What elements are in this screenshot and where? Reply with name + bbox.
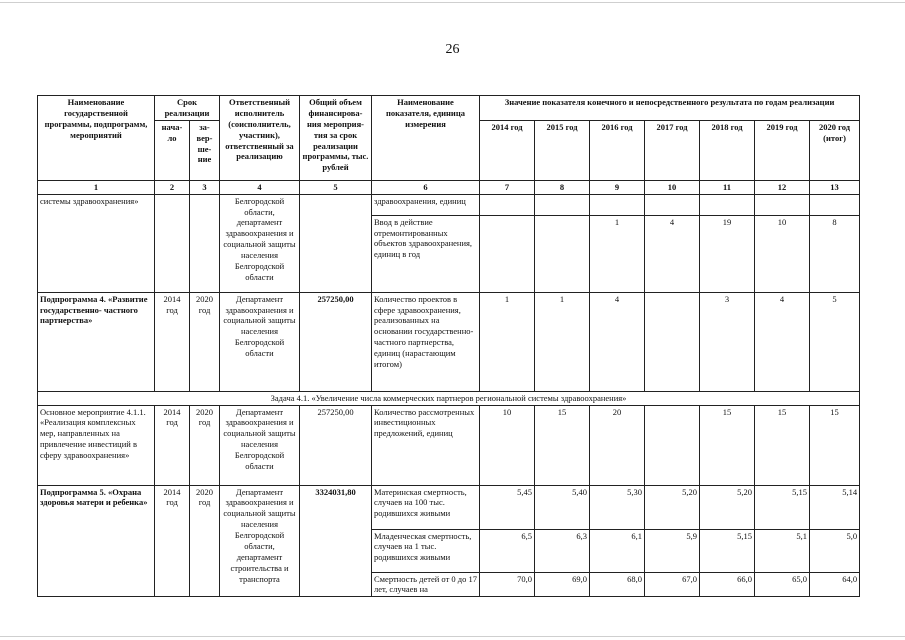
task-title: Задача 4.1. «Увеличение числа коммерческих партнеров региональной системы здравоохранения» xyxy=(38,391,860,405)
indicator-table xyxy=(37,95,860,597)
value-cell: 68,0 xyxy=(590,572,645,597)
row-name: Подпрограмма 4. «Развитие государственно- частного партнерства» xyxy=(38,292,155,391)
value-cell xyxy=(645,292,700,391)
header-row xyxy=(38,96,860,121)
value-cell: 6,1 xyxy=(590,529,645,572)
value-cell: 5,14 xyxy=(810,485,860,529)
header-year: 2016 год xyxy=(590,120,645,180)
row-name: системы здравоохранения» xyxy=(38,194,155,292)
value-cell: 4 xyxy=(590,292,645,391)
value-cell xyxy=(755,194,810,215)
header-values: Значение показателя конечного и непосредственного результата по годам реализации xyxy=(480,96,860,121)
row-start xyxy=(155,194,190,292)
value-cell: 4 xyxy=(755,292,810,391)
value-cell xyxy=(535,194,590,215)
row-indicator: Количество рассмотренных инвестиционных предложений, единиц xyxy=(372,405,480,485)
header-name: Наименование государственной программы, подпрограмм, мероприятий xyxy=(38,96,155,181)
row-indicator: здравоохранения, единиц xyxy=(372,194,480,215)
column-number: 5 xyxy=(300,180,372,194)
header-funding: Общий объем финансирова- ния мероприя- тия за срок реализации программы, тыс. рублей xyxy=(300,96,372,181)
scan-edge-top xyxy=(0,2,905,3)
value-cell: 15 xyxy=(755,405,810,485)
row-name: Подпрограмма 5. «Охрана здоровья матери и ребенка» xyxy=(38,485,155,597)
value-cell: 5,20 xyxy=(645,485,700,529)
column-number: 1 xyxy=(38,180,155,194)
row-executor: Департамент здравоохранения и социальной защиты населения Белгородской области, департамент строительства и транспорта xyxy=(220,485,300,597)
value-cell: 10 xyxy=(755,215,810,292)
row-start: 2014 год xyxy=(155,485,190,597)
value-cell xyxy=(480,215,535,292)
row-indicator: Материнская смертность, случаев на 100 тыс. родившихся живыми xyxy=(372,485,480,529)
value-cell: 5,15 xyxy=(700,529,755,572)
row-indicator: Младенческая смертность, случаев на 1 тыс. родившихся живыми xyxy=(372,529,480,572)
header-year: 2018 год xyxy=(700,120,755,180)
value-cell: 66,0 xyxy=(700,572,755,597)
page-number: 26 xyxy=(445,42,460,57)
row-funding xyxy=(300,194,372,292)
value-cell: 8 xyxy=(810,215,860,292)
header-term: Срок реализации xyxy=(155,96,220,121)
column-number: 7 xyxy=(480,180,535,194)
scan-edge-bottom xyxy=(0,636,905,637)
row-end: 2020 год xyxy=(190,485,220,597)
value-cell: 65,0 xyxy=(755,572,810,597)
column-number: 3 xyxy=(190,180,220,194)
row-indicator: Смертность детей от 0 до 17 лет, случаев на xyxy=(372,572,480,597)
row-indicator: Количество проектов в сфере здравоохранения, реализованных на основании государственно- частного партнерства, единиц (нарастающим итогом) xyxy=(372,292,480,391)
value-cell xyxy=(645,194,700,215)
value-cell: 5,20 xyxy=(700,485,755,529)
value-cell: 70,0 xyxy=(480,572,535,597)
value-cell: 15 xyxy=(700,405,755,485)
value-cell xyxy=(810,194,860,215)
row-start: 2014 год xyxy=(155,405,190,485)
column-number-row xyxy=(38,180,860,194)
header-year: 2017 год xyxy=(645,120,700,180)
value-cell xyxy=(645,405,700,485)
value-cell: 5,9 xyxy=(645,529,700,572)
value-cell: 1 xyxy=(590,215,645,292)
row-executor: Белгородской области, департамент здравоохранения и социальной защиты населения Белгородской области xyxy=(220,194,300,292)
value-cell xyxy=(700,194,755,215)
value-cell: 67,0 xyxy=(645,572,700,597)
row-executor: Департамент здравоохранения и социальной защиты населения Белгородской области xyxy=(220,292,300,391)
header-year: 2019 год xyxy=(755,120,810,180)
value-cell xyxy=(590,194,645,215)
value-cell: 5,40 xyxy=(535,485,590,529)
row-funding: 257250,00 xyxy=(300,292,372,391)
table-row xyxy=(38,405,860,485)
column-number: 2 xyxy=(155,180,190,194)
value-cell: 1 xyxy=(480,292,535,391)
header-start: нача- ло xyxy=(155,120,190,180)
table-row xyxy=(38,292,860,391)
value-cell: 15 xyxy=(810,405,860,485)
table-row xyxy=(38,485,860,529)
value-cell: 5,0 xyxy=(810,529,860,572)
table-row xyxy=(38,194,860,215)
row-funding: 257250,00 xyxy=(300,405,372,485)
value-cell: 69,0 xyxy=(535,572,590,597)
column-number: 11 xyxy=(700,180,755,194)
header-end: за- вер- ше- ние xyxy=(190,120,220,180)
value-cell: 5,1 xyxy=(755,529,810,572)
value-cell: 5,15 xyxy=(755,485,810,529)
value-cell: 15 xyxy=(535,405,590,485)
row-executor: Департамент здравоохранения и социальной защиты населения Белгородской области xyxy=(220,405,300,485)
header-year: 2020 год (итог) xyxy=(810,120,860,180)
value-cell: 5,45 xyxy=(480,485,535,529)
column-number: 9 xyxy=(590,180,645,194)
value-cell: 10 xyxy=(480,405,535,485)
header-year: 2015 год xyxy=(535,120,590,180)
row-indicator: Ввод в действие отремонтированных объектов здравоохранения, единиц в год xyxy=(372,215,480,292)
row-start: 2014 год xyxy=(155,292,190,391)
value-cell: 19 xyxy=(700,215,755,292)
column-number: 8 xyxy=(535,180,590,194)
value-cell: 5,30 xyxy=(590,485,645,529)
value-cell: 5 xyxy=(810,292,860,391)
value-cell: 4 xyxy=(645,215,700,292)
value-cell: 6,5 xyxy=(480,529,535,572)
value-cell: 64,0 xyxy=(810,572,860,597)
value-cell xyxy=(535,215,590,292)
row-end xyxy=(190,194,220,292)
value-cell xyxy=(480,194,535,215)
header-year: 2014 год xyxy=(480,120,535,180)
row-name: Основное мероприятие 4.1.1. «Реализация комплексных мер, направленных на привлечение инвестиций в сферу здравоохранения» xyxy=(38,405,155,485)
column-number: 12 xyxy=(755,180,810,194)
value-cell: 3 xyxy=(700,292,755,391)
column-number: 13 xyxy=(810,180,860,194)
value-cell: 20 xyxy=(590,405,645,485)
task-row xyxy=(38,391,860,405)
column-number: 6 xyxy=(372,180,480,194)
header-executor: Ответственный исполнитель (соисполнитель, участник), ответственный за реализацию xyxy=(220,96,300,181)
column-number: 10 xyxy=(645,180,700,194)
value-cell: 1 xyxy=(535,292,590,391)
row-funding: 3324031,80 xyxy=(300,485,372,597)
row-end: 2020 год xyxy=(190,405,220,485)
column-number: 4 xyxy=(220,180,300,194)
value-cell: 6,3 xyxy=(535,529,590,572)
row-end: 2020 год xyxy=(190,292,220,391)
header-indicator: Наименование показателя, единица измерения xyxy=(372,96,480,181)
